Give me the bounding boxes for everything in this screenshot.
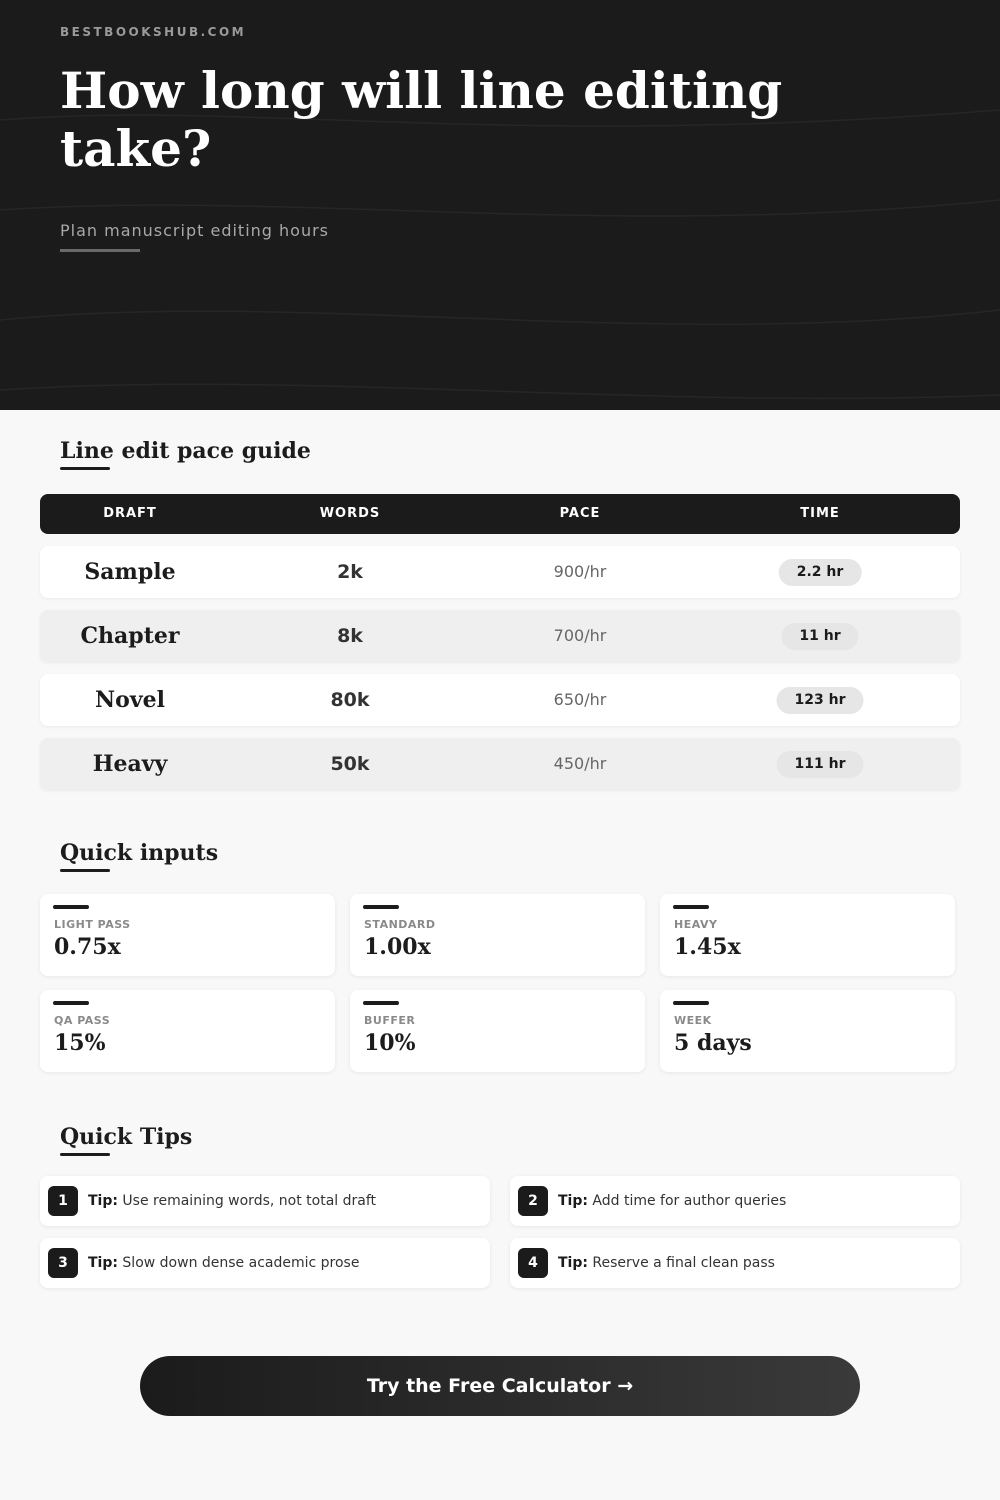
tip-text bbox=[88, 1176, 376, 1226]
input-card-qa-pass bbox=[40, 990, 335, 1072]
card-accent-bar bbox=[53, 905, 89, 909]
tip-item bbox=[510, 1238, 960, 1288]
header-words: WORDS bbox=[319, 506, 381, 521]
tip-text bbox=[558, 1238, 775, 1288]
row-words: 2k bbox=[337, 561, 363, 583]
table-row bbox=[40, 674, 960, 726]
tip-number-badge: 3 bbox=[48, 1248, 78, 1278]
hero-banner bbox=[0, 0, 1000, 410]
page-title: How long will line editing take? bbox=[60, 61, 783, 178]
pace-guide-title: Line edit pace guide bbox=[60, 438, 311, 464]
tip-body: Reserve a final clean pass bbox=[592, 1255, 775, 1271]
row-draft: Heavy bbox=[92, 751, 168, 777]
card-accent-bar bbox=[363, 905, 399, 909]
tip-body: Slow down dense academic prose bbox=[122, 1255, 360, 1271]
tip-prefix: Tip: bbox=[558, 1193, 588, 1209]
card-label: LIGHT PASS bbox=[54, 918, 131, 931]
card-label: HEAVY bbox=[674, 918, 718, 931]
tip-prefix: Tip: bbox=[88, 1255, 118, 1271]
quick-tips-title: Quick Tips bbox=[60, 1124, 193, 1150]
tip-prefix: Tip: bbox=[88, 1193, 118, 1209]
row-time-badge: 123 hr bbox=[777, 687, 864, 714]
quick-inputs-title-underline bbox=[60, 869, 110, 872]
tip-text bbox=[88, 1238, 359, 1288]
card-accent-bar bbox=[363, 1001, 399, 1005]
quick-inputs-title: Quick inputs bbox=[60, 840, 219, 866]
tip-item bbox=[40, 1238, 490, 1288]
input-card-light-pass bbox=[40, 894, 335, 976]
card-value: 15% bbox=[54, 1030, 106, 1056]
card-value: 10% bbox=[364, 1030, 416, 1056]
subtitle-underline bbox=[60, 249, 140, 252]
row-time-badge: 11 hr bbox=[781, 623, 858, 650]
row-time-badge: 2.2 hr bbox=[779, 559, 862, 586]
tip-number-badge: 4 bbox=[518, 1248, 548, 1278]
input-card-standard bbox=[350, 894, 645, 976]
row-pace: 700/hr bbox=[553, 626, 607, 645]
card-label: STANDARD bbox=[364, 918, 436, 931]
row-pace: 900/hr bbox=[553, 562, 607, 581]
table-row bbox=[40, 738, 960, 790]
tip-body: Use remaining words, not total draft bbox=[122, 1193, 377, 1209]
header-pace: PACE bbox=[559, 506, 601, 521]
table-header bbox=[40, 494, 960, 534]
card-label: BUFFER bbox=[364, 1014, 416, 1027]
card-value: 1.45x bbox=[674, 934, 741, 960]
free-calculator-button[interactable]: Try the Free Calculator → bbox=[140, 1356, 860, 1416]
tip-item bbox=[40, 1176, 490, 1226]
pace-guide-title-underline bbox=[60, 467, 110, 470]
card-value: 5 days bbox=[674, 1030, 752, 1056]
input-card-week bbox=[660, 990, 955, 1072]
tip-text bbox=[558, 1176, 786, 1226]
header-draft: DRAFT bbox=[103, 506, 157, 521]
card-accent-bar bbox=[673, 905, 709, 909]
row-words: 80k bbox=[330, 689, 370, 711]
tip-prefix: Tip: bbox=[558, 1255, 588, 1271]
input-card-heavy bbox=[660, 894, 955, 976]
card-accent-bar bbox=[673, 1001, 709, 1005]
row-words: 50k bbox=[330, 753, 370, 775]
card-label: WEEK bbox=[674, 1014, 712, 1027]
row-draft: Sample bbox=[84, 559, 176, 585]
row-draft: Novel bbox=[95, 687, 165, 713]
row-draft: Chapter bbox=[80, 623, 180, 649]
card-value: 1.00x bbox=[364, 934, 431, 960]
page-subtitle: Plan manuscript editing hours bbox=[60, 221, 329, 240]
card-label: QA PASS bbox=[54, 1014, 111, 1027]
tip-number-badge: 2 bbox=[518, 1186, 548, 1216]
tip-body: Add time for author queries bbox=[592, 1193, 787, 1209]
card-accent-bar bbox=[53, 1001, 89, 1005]
quick-tips-title-underline bbox=[60, 1153, 110, 1156]
row-words: 8k bbox=[337, 625, 363, 647]
table-row bbox=[40, 546, 960, 598]
row-pace: 650/hr bbox=[553, 690, 607, 709]
input-card-buffer bbox=[350, 990, 645, 1072]
row-pace: 450/hr bbox=[553, 754, 607, 773]
table-row bbox=[40, 610, 960, 662]
row-time-badge: 111 hr bbox=[777, 751, 864, 778]
header-time: TIME bbox=[800, 506, 840, 521]
card-value: 0.75x bbox=[54, 934, 121, 960]
site-name: BESTBOOKSHUB.COM bbox=[60, 25, 247, 39]
tip-item bbox=[510, 1176, 960, 1226]
tip-number-badge: 1 bbox=[48, 1186, 78, 1216]
